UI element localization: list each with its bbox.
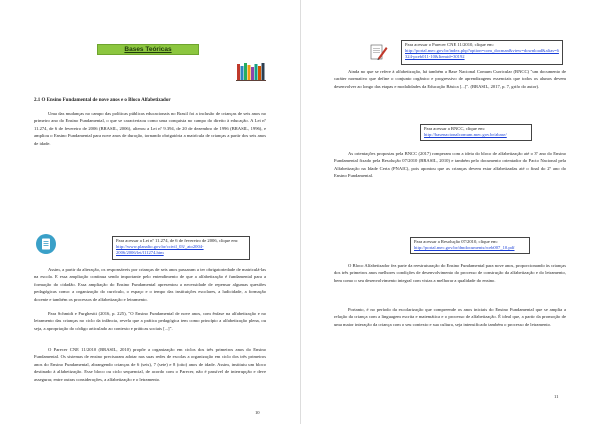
bncc-link-box xyxy=(420,124,532,141)
pen-paper-icon xyxy=(368,42,388,62)
law-link-box xyxy=(112,236,250,260)
bncc-link[interactable]: http://basenacionalcomum.mec.gov.br/abase/ xyxy=(424,132,507,138)
parecer-link-box xyxy=(401,40,563,65)
right-paragraph-2: As orientações propostas pela BNCC (2017) romperam com a ideia do bloco de alfabetização até o 3º ano do Ensino Fundamental fixado pela Resolução 07/2010 (BRASIL, 2010) e também pelo documento orientador do Pacto Nacional pela Alfabetização na Idade Certa (PNAIC), pois apontou que as crianças devem estar alfabetizadas até o final do 2º ano do Ensino Fundamental. xyxy=(334,151,566,179)
paragraph-2: Assim, a partir da alteração, os responsáveis por crianças de seis anos passaram a ter obrigatoriedade de matriculá-las na escola. E essa ampliação continua sendo importante pelo entendimento de que a alfabetização é fundamental para a formação do cidadão. Essa ampliação do Ensino Fundamental apresentou a necessidade de repensar algumas questões pedagógicas como: a organização do currículo, o espaço e o tempo das instituições escolares, a ludicidade, a formação docente e também os processos de alfabetização e letramento. xyxy=(34,267,266,302)
bncc-link-label: Para acessar a BNCC, clique em: xyxy=(424,126,485,131)
parecer-link-label: Para acessar o Parecer CNE 11/2010, clique em: xyxy=(405,42,494,47)
document-icon xyxy=(36,234,56,254)
paragraph-1: Uma das mudanças no campo das políticas públicas educacionais no Brasil foi a inclusão de crianças de seis anos no primeiro ano do Ensino Fundamental, o que se caracterizou como uma conquista no campo do direito à educação. A Lei nº 11.274, de 6 de fevereiro de 2006 (BRASIL, 2006), alterou a Lei nº 9.394, de 20 de dezembro de 1996 (BRASIL, 1996), e ampliou o Ensino Fundamental para nove anos de duração, tornando obrigatória a matrícula de crianças a partir dos seis anos de idade. xyxy=(34,111,266,146)
paragraph-4: O Parecer CNE 11/2010 (BRASIL, 2010) propõe a organização em ciclos dos três primeiros anos do Ensino Fundamental. Os sistemas de ensino precisaram adotar nas suas redes de escolas a organização em ciclo dos três primeiros anos do Ensino Fundamental, abrangendo crianças de 6 (seis), 7 (sete) e 8 (oito) anos de idade. Assim, instituiu um bloco destinado à alfabetização. Esse bloco ou ciclo sequencial, de acordo com o Parecer, não é passível de interrupção e deve assegurar, entre outras considerações, a alfabetização e o letramento. xyxy=(34,347,266,382)
right-paragraph-4: Portanto, é no período da escolarização que compreende os anos iniciais do Ensino Fundamental que se amplia a relação da criança com a linguagem escrita e matemática e o processo de alfabetização. É ideal que, a partir da promoção de uma maior interação da criança com o seu contexto e sua cultura, seja intensificado também o processo de letramento. xyxy=(334,307,566,327)
right-paragraph-3: O Bloco Alfabetizador fez parte da reestruturação do Ensino Fundamental para nove anos, proporcionando às crianças dos três primeiros anos melhores condições de desenvolvimento do processo de construção da alfabetização e do letramento, bem como o seu desenvolvimento integral com vistas a melhorar a qualidade do ensino. xyxy=(334,263,566,283)
paragraph-3: Para Schmidt e Furghestti (2016, p. 225), "O Ensino Fundamental de nove anos, com ênfase na alfabetização e no letramento das crianças no ciclo da infância, revela que a prática pedagógica tem como princípio a alfabetização plena, ou seja, a apropriação do código articulado ao contexto e práticas sociais [...]". xyxy=(34,311,266,331)
law-link-label: Para acessar a Lei nº 11.274, de 6 de fevereiro de 2006, clique em: xyxy=(116,238,239,243)
resolucao-link[interactable]: http://portal.mec.gov.br/dmdocuments/rceb007_10.pdf xyxy=(414,245,515,251)
right-paragraph-1: Ainda no que se refere à alfabetização, há também a Base Nacional Comum Curricular (BNCC) "um documento de caráter normativo que define o conjunto orgânico e progressivo de aprendizagens essenciais que todos os alunos devem desenvolver ao longo das etapas e modalidades da Educação Básica [...]". (BRASIL, 2017, p. 7, grifo do autor). xyxy=(334,69,566,89)
books-icon xyxy=(236,61,266,81)
resolucao-link-box xyxy=(410,237,530,254)
parecer-link[interactable]: http://portal.mec.gov.br/index.php?option=com_docman&view=download&alias=6324-pceb011-10&Itemid=30192 xyxy=(405,48,559,60)
section-title: 2.1 O Ensino Fundamental de nove anos e o Bloco Alfabetizador xyxy=(34,98,171,103)
section-heading: Bases Teóricas xyxy=(124,46,172,53)
right-page-number: 11 xyxy=(554,394,559,399)
resolucao-link-label: Para acessar a Resolução 07/2010, clique em: xyxy=(414,239,498,244)
page-number: 10 xyxy=(255,410,260,415)
section-heading-bar xyxy=(97,44,199,55)
law-link[interactable]: http://www.planalto.gov.br/ccivil_03/_ato2004-2006/2006/lei/l11274.htm xyxy=(116,244,204,256)
